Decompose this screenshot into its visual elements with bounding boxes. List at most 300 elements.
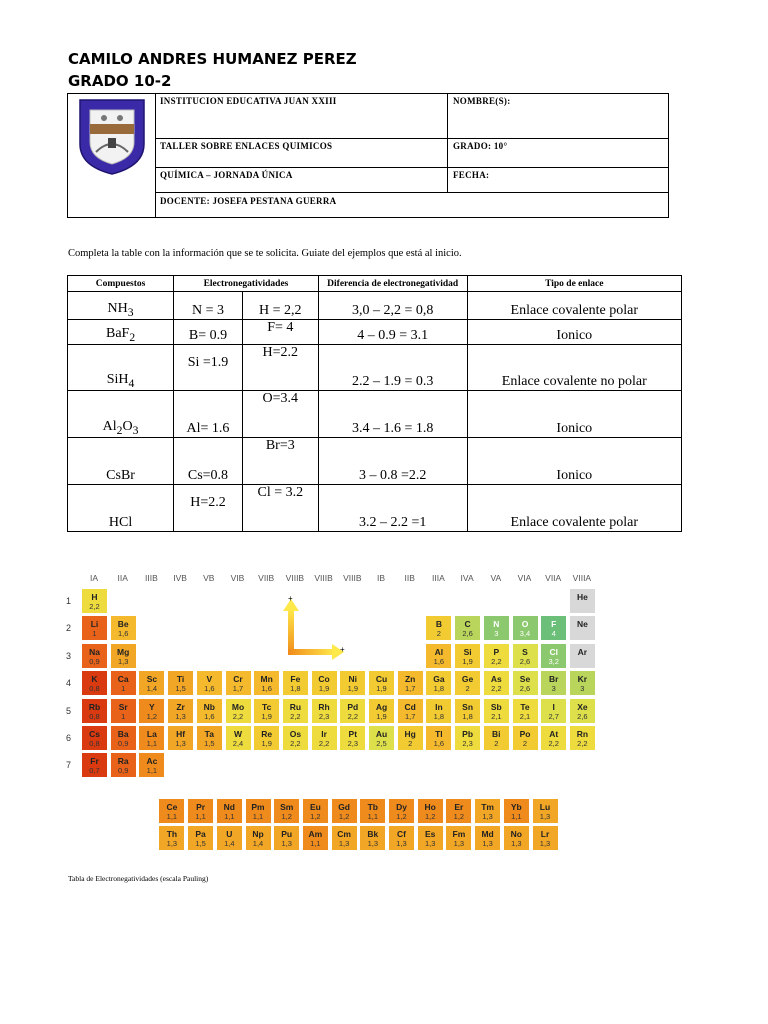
- element-cell: [110, 698, 137, 724]
- group-label: VIB: [230, 573, 245, 583]
- element-symbol: Nd: [223, 801, 235, 812]
- element-electronegativity: 1,5: [195, 839, 206, 849]
- element-cell: [81, 725, 108, 751]
- element-electronegativity: 1,6: [204, 684, 215, 694]
- element-symbol: Os: [289, 729, 302, 739]
- element-symbol: Au: [375, 729, 388, 739]
- element-cell: [110, 752, 137, 778]
- element-cell: [110, 615, 137, 641]
- electronegativity-cell: [242, 438, 318, 485]
- difference-cell: [318, 345, 467, 391]
- element-symbol: Tl: [435, 729, 443, 739]
- element-symbol: Te: [520, 701, 530, 712]
- element-cell: [483, 615, 510, 641]
- element-cell: [454, 725, 481, 751]
- bond-type-cell: [467, 391, 681, 438]
- element-symbol: Lu: [539, 801, 551, 812]
- element-symbol: Cl: [549, 646, 558, 657]
- element-symbol: Pu: [281, 829, 293, 840]
- element-symbol: Po: [519, 729, 531, 739]
- electronegativity-value: O=3.4: [262, 391, 299, 406]
- bond-type-value: Enlace covalente polar: [510, 303, 639, 318]
- element-electronegativity: 1,2: [453, 811, 465, 821]
- element-symbol: Er: [454, 801, 464, 812]
- element-symbol: K: [91, 674, 98, 685]
- element-symbol: Tc: [262, 701, 272, 712]
- difference-value: 3.4 – 1.6 = 1.8: [351, 421, 434, 436]
- element-cell: [474, 825, 501, 851]
- element-electronegativity: 2,2: [491, 656, 502, 666]
- compound-formula: Al: [102, 419, 117, 435]
- element-cell: [273, 825, 300, 851]
- electronegativity-cell: [174, 345, 243, 391]
- element-electronegativity: 2,2: [577, 739, 588, 748]
- element-electronegativity: 3: [580, 684, 585, 694]
- element-cell: [569, 643, 596, 669]
- element-cell: [474, 798, 501, 824]
- element-symbol: Re: [261, 729, 273, 739]
- element-symbol: Ag: [375, 701, 388, 712]
- element-symbol: Ba: [117, 729, 129, 739]
- compound-cell: [68, 320, 174, 345]
- bond-type-value: Ionico: [556, 328, 593, 343]
- element-cell: [138, 725, 165, 751]
- period-label: 1: [66, 596, 72, 606]
- element-electronegativity: 1,3: [396, 839, 407, 849]
- element-cell: [339, 670, 366, 696]
- group-label: VIIB: [258, 573, 275, 583]
- bond-type-cell: [467, 485, 681, 532]
- element-cell: [253, 698, 280, 724]
- element-symbol: No: [510, 829, 522, 840]
- element-electronegativity: 2,2: [491, 684, 502, 694]
- element-cell: [397, 670, 424, 696]
- element-electronegativity: 1,7: [404, 684, 416, 694]
- element-cell: [331, 798, 358, 824]
- element-cell: [216, 825, 243, 851]
- element-symbol: S: [522, 646, 528, 657]
- element-symbol: Cs: [89, 729, 100, 739]
- element-cell: [273, 798, 300, 824]
- element-cell: [540, 643, 567, 669]
- element-electronegativity: 1,2: [338, 811, 350, 821]
- bonds-table: [67, 275, 682, 532]
- element-electronegativity: 2,2: [290, 739, 301, 748]
- table-row: [68, 345, 682, 391]
- element-symbol: Se: [519, 674, 531, 685]
- element-symbol: Sb: [490, 701, 502, 712]
- element-electronegativity: 1,3: [511, 839, 522, 849]
- element-symbol: Al: [434, 646, 444, 657]
- electronegativity-value: F= 4: [267, 320, 294, 335]
- element-cell: [454, 643, 481, 669]
- element-cell: [138, 670, 165, 696]
- element-cell: [425, 670, 452, 696]
- element-symbol: Lr: [540, 829, 550, 840]
- element-cell: [225, 725, 252, 751]
- element-electronegativity: 2,2: [318, 739, 330, 748]
- element-cell: [158, 798, 185, 824]
- bond-type-value: Enlace covalente no polar: [501, 374, 647, 389]
- element-symbol: Y: [149, 701, 155, 712]
- header-divider: [447, 93, 448, 192]
- bond-type-cell: [467, 292, 681, 320]
- element-symbol: I: [552, 701, 555, 712]
- group-label: VIIIB: [314, 573, 333, 583]
- element-electronegativity: 4: [551, 629, 556, 639]
- element-symbol: Hf: [176, 729, 186, 739]
- compound-subscript: 4: [128, 377, 135, 390]
- element-electronegativity: 0,8: [89, 684, 100, 694]
- element-symbol: Ir: [321, 729, 327, 739]
- element-cell: [253, 670, 280, 696]
- element-symbol: Cr: [233, 674, 243, 685]
- element-symbol: Ge: [461, 674, 474, 685]
- element-cell: [425, 725, 452, 751]
- element-electronegativity: 1,9: [318, 684, 330, 694]
- difference-cell: [318, 438, 467, 485]
- element-electronegativity: 3: [494, 629, 499, 639]
- compound-cell: [68, 345, 174, 391]
- arrow-plus-label: +: [288, 594, 293, 603]
- element-cell: [138, 698, 165, 724]
- element-electronegativity: 2,1: [519, 711, 531, 721]
- element-symbol: Pa: [195, 829, 206, 840]
- element-electronegativity: 2,2: [89, 602, 100, 611]
- element-electronegativity: 1,1: [224, 811, 235, 821]
- element-cell: [454, 670, 481, 696]
- element-symbol: Ra: [117, 756, 129, 767]
- group-label: IB: [376, 573, 386, 583]
- element-cell: [359, 825, 386, 851]
- element-electronegativity: 1,6: [204, 711, 215, 721]
- element-cell: [196, 698, 223, 724]
- element-symbol: Pd: [347, 701, 359, 712]
- electronegativity-cell: [242, 292, 318, 320]
- electronegativity-value: H=2.2: [190, 495, 226, 510]
- compound-formula: NH: [107, 301, 128, 317]
- element-electronegativity: 1,9: [376, 684, 387, 694]
- element-electronegativity: 1,3: [175, 711, 186, 721]
- element-cell: [368, 725, 395, 751]
- compound-formula: SiH: [106, 372, 129, 388]
- element-cell: [187, 798, 214, 824]
- element-electronegativity: 1,1: [146, 739, 158, 748]
- element-symbol: Nb: [203, 701, 215, 712]
- element-symbol: Pm: [251, 801, 265, 812]
- element-symbol: Kr: [577, 674, 588, 685]
- element-cell: [216, 798, 243, 824]
- element-symbol: He: [576, 592, 588, 602]
- date-label: FECHA:: [453, 170, 490, 180]
- element-symbol: Ce: [166, 801, 178, 812]
- bond-type-cell: [467, 320, 681, 345]
- element-electronegativity: 1,6: [433, 656, 445, 666]
- electronegativity-value: H = 2,2: [259, 303, 302, 318]
- element-cell: [339, 725, 366, 751]
- element-electronegativity: 1,1: [166, 811, 178, 821]
- compound-subscript: 2: [116, 424, 123, 437]
- element-electronegativity: 0,9: [89, 656, 100, 666]
- element-cell: [81, 670, 108, 696]
- element-electronegativity: 2,6: [519, 684, 531, 694]
- element-symbol: U: [226, 829, 233, 840]
- electronegativity-cell: [174, 391, 243, 438]
- subject-label: QUÍMICA – JORNADA ÚNICA: [160, 170, 293, 180]
- element-cell: [158, 825, 185, 851]
- element-electronegativity: 1,4: [146, 684, 158, 694]
- column-header: Compuestos: [68, 276, 174, 292]
- workshop-title: TALLER SOBRE ENLACES QUIMICOS: [160, 141, 333, 151]
- electronegativity-cell: [242, 345, 318, 391]
- compound-formula: O: [122, 419, 133, 435]
- school-logo: [74, 96, 150, 176]
- element-symbol: Pb: [462, 729, 474, 739]
- element-electronegativity: 2,6: [519, 656, 531, 666]
- element-cell: [569, 725, 596, 751]
- element-electronegativity: 2,7: [548, 711, 559, 721]
- compound-subscript: 2: [129, 331, 136, 344]
- difference-cell: [318, 320, 467, 345]
- element-electronegativity: 0,9: [117, 766, 129, 776]
- group-label: VIIIB: [285, 573, 305, 583]
- element-electronegativity: 1,8: [433, 684, 445, 694]
- element-cell: [569, 698, 596, 724]
- element-symbol: Sr: [118, 701, 128, 712]
- bond-type-value: Ionico: [556, 468, 593, 483]
- electronegativity-value: Si =1.9: [187, 355, 229, 370]
- element-cell: [397, 698, 424, 724]
- element-cell: [454, 698, 481, 724]
- column-header: Electronegatividades: [174, 276, 319, 292]
- element-electronegativity: 2: [494, 739, 499, 748]
- element-symbol: Zr: [176, 701, 185, 712]
- element-electronegativity: 1,9: [261, 711, 272, 721]
- group-label: VIIA: [545, 573, 562, 583]
- element-symbol: Ru: [289, 701, 302, 712]
- element-symbol: Th: [166, 829, 178, 840]
- element-cell: [368, 698, 395, 724]
- element-symbol: Bk: [367, 829, 379, 840]
- header-divider: [155, 167, 669, 168]
- element-cell: [368, 670, 395, 696]
- element-symbol: Cd: [404, 701, 416, 712]
- electronegativity-cell: [174, 485, 243, 532]
- student-grade: GRADO 10-2: [68, 72, 172, 90]
- element-electronegativity: 1,1: [252, 811, 264, 821]
- element-electronegativity: 1,2: [281, 811, 292, 821]
- difference-value: 3,0 – 2,2 = 0,8: [351, 303, 434, 318]
- element-cell: [540, 670, 567, 696]
- electronegativity-value: Al= 1.6: [186, 421, 230, 436]
- element-symbol: Co: [318, 674, 330, 685]
- element-cell: [540, 615, 567, 641]
- group-label: IVB: [173, 573, 187, 583]
- difference-value: 3.2 – 2.2 =1: [358, 515, 427, 530]
- element-cell: [512, 643, 539, 669]
- element-cell: [425, 643, 452, 669]
- element-symbol: F: [551, 619, 557, 630]
- electronegativity-cell: [174, 320, 243, 345]
- compound-subscript: 3: [132, 424, 139, 437]
- element-electronegativity: 2,6: [577, 711, 588, 721]
- element-electronegativity: 2,2: [548, 739, 559, 748]
- element-cell: [417, 825, 444, 851]
- element-cell: [339, 698, 366, 724]
- element-symbol: Sn: [462, 701, 474, 712]
- element-electronegativity: 1,3: [166, 839, 178, 849]
- periodic-table-caption: Tabla de Electronegatividades (escala Pauling): [68, 874, 209, 883]
- element-cell: [540, 725, 567, 751]
- element-symbol: Rb: [88, 701, 101, 712]
- element-symbol: Ne: [576, 619, 588, 630]
- element-cell: [81, 643, 108, 669]
- element-symbol: Si: [463, 646, 472, 657]
- header-divider: [155, 93, 156, 218]
- element-symbol: H: [91, 592, 98, 602]
- electronegativity-cell: [242, 391, 318, 438]
- element-electronegativity: 2: [522, 739, 528, 748]
- element-electronegativity: 1,2: [424, 811, 436, 821]
- element-cell: [388, 798, 415, 824]
- element-electronegativity: 0,8: [89, 711, 100, 721]
- element-electronegativity: 1: [121, 711, 126, 721]
- electronegativity-value: Br=3: [265, 438, 295, 453]
- table-header-row: [68, 276, 682, 292]
- element-symbol: La: [146, 729, 157, 739]
- element-cell: [503, 825, 530, 851]
- element-electronegativity: 1,1: [146, 766, 158, 776]
- element-electronegativity: 0,7: [89, 766, 100, 776]
- element-electronegativity: 2,5: [376, 739, 387, 748]
- element-electronegativity: 2,3: [318, 711, 330, 721]
- element-cell: [187, 825, 214, 851]
- element-symbol: Ac: [146, 756, 158, 767]
- element-electronegativity: 2,2: [232, 711, 244, 721]
- element-electronegativity: 0,9: [117, 739, 129, 748]
- electronegativity-value: B= 0.9: [188, 328, 228, 343]
- element-cell: [81, 615, 108, 641]
- element-symbol: Cf: [397, 829, 406, 840]
- element-cell: [569, 670, 596, 696]
- table-row: [68, 320, 682, 345]
- element-electronegativity: 1,3: [539, 811, 551, 821]
- element-electronegativity: 1,2: [396, 811, 407, 821]
- difference-cell: [318, 391, 467, 438]
- element-symbol: Es: [424, 829, 436, 840]
- group-label: VIA: [517, 573, 532, 583]
- element-electronegativity: 1,1: [511, 811, 522, 821]
- compound-cell: [68, 438, 174, 485]
- element-electronegativity: 1,7: [232, 684, 244, 694]
- element-symbol: Fm: [452, 829, 466, 840]
- element-symbol: Dy: [396, 801, 407, 812]
- element-symbol: Gd: [338, 801, 350, 812]
- element-cell: [245, 825, 272, 851]
- student-header: [68, 48, 357, 92]
- compound-formula: HCl: [108, 515, 133, 530]
- period-label: 5: [66, 705, 72, 716]
- element-cell: [282, 698, 309, 724]
- element-cell: [311, 698, 338, 724]
- group-label: IIIB: [145, 573, 158, 583]
- element-symbol: Sm: [280, 801, 294, 812]
- element-symbol: Mo: [231, 701, 245, 712]
- element-symbol: Fr: [90, 756, 99, 767]
- electronegativity-value: N = 3: [191, 303, 224, 318]
- element-electronegativity: 2,3: [347, 739, 359, 748]
- group-label: VIIIA: [572, 573, 592, 583]
- element-cell: [388, 825, 415, 851]
- element-cell: [512, 615, 539, 641]
- element-cell: [483, 725, 510, 751]
- table-row: [68, 391, 682, 438]
- element-symbol: Fe: [290, 674, 301, 685]
- element-cell: [425, 615, 452, 641]
- table-row: [68, 438, 682, 485]
- group-label: VB: [203, 573, 215, 583]
- element-symbol: Np: [252, 829, 264, 840]
- element-cell: [110, 643, 137, 669]
- element-symbol: Ga: [433, 674, 445, 685]
- element-symbol: As: [490, 674, 502, 685]
- compound-cell: [68, 292, 174, 320]
- electronegativity-cell: [174, 438, 243, 485]
- element-cell: [110, 670, 137, 696]
- element-cell: [167, 670, 194, 696]
- element-symbol: Ho: [424, 801, 436, 812]
- element-cell: [483, 643, 510, 669]
- group-label: VIIIB: [343, 573, 362, 583]
- element-cell: [282, 670, 309, 696]
- element-cell: [569, 588, 596, 614]
- period-label: 7: [66, 760, 72, 771]
- element-symbol: P: [493, 646, 500, 657]
- element-symbol: Br: [548, 674, 559, 685]
- names-label: NOMBRE(S):: [453, 96, 511, 106]
- element-cell: [359, 798, 386, 824]
- compound-formula: CsBr: [106, 468, 135, 483]
- element-cell: [225, 670, 252, 696]
- element-electronegativity: 1,3: [482, 811, 493, 821]
- element-symbol: At: [549, 729, 559, 739]
- group-label: IIIA: [432, 573, 445, 583]
- element-electronegativity: 1,3: [367, 839, 379, 849]
- element-symbol: Pr: [196, 801, 206, 812]
- element-electronegativity: 1,9: [261, 739, 272, 748]
- element-cell: [138, 752, 165, 778]
- element-cell: [532, 798, 559, 824]
- element-electronegativity: 2,6: [462, 629, 473, 639]
- compound-cell: [68, 391, 174, 438]
- bond-type-value: Ionico: [556, 421, 593, 436]
- element-symbol: Cm: [337, 829, 351, 840]
- compound-subscript: 3: [127, 306, 134, 319]
- element-symbol: Sc: [146, 674, 158, 685]
- difference-value: 4 – 0.9 = 3.1: [357, 328, 429, 343]
- table-body: [68, 292, 682, 532]
- element-symbol: Mg: [117, 646, 130, 657]
- element-electronegativity: 1,2: [310, 811, 321, 821]
- period-label: 6: [66, 733, 72, 743]
- electronegativity-trend-arrow-icon: [282, 595, 372, 665]
- element-symbol: O: [521, 619, 529, 630]
- element-symbol: Ta: [204, 729, 214, 739]
- period-label: 2: [66, 623, 72, 634]
- element-cell: [331, 825, 358, 851]
- table-row: [68, 485, 682, 532]
- element-electronegativity: 1,6: [261, 684, 272, 694]
